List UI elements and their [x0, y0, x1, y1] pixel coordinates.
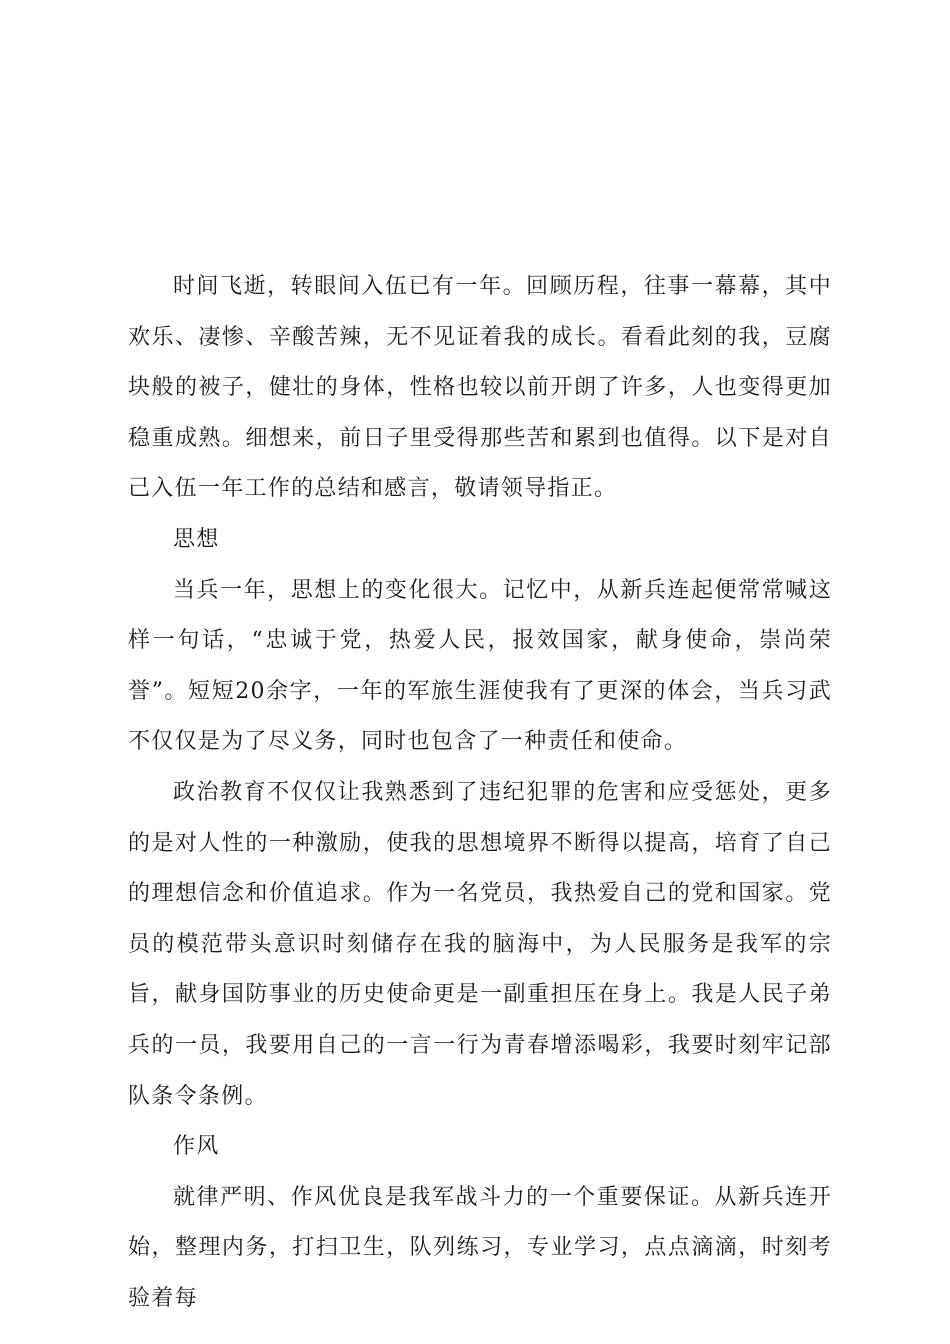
section-heading-style: 作风: [173, 1134, 220, 1160]
document-body: [128, 262, 832, 1324]
section-heading-thought: 思想: [173, 526, 220, 552]
paragraph-thought-2: 政治教育不仅仅让我熟悉到了违纪犯罪的危害和应受惩处，更多的是对人性的一种激励，使我的思想境界不断得以提高，培育了自己的理想信念和价值追求。作为一名党员，我热爱自己的党和国家。党员的模范带头意识时刻储存在我的脑海中，为人民服务是我军的宗旨，献身国防事业的历史使命更是一副重担压在身上。我是人民子弟兵的一员，我要用自己的一言一行为青春增添喝彩，我要时刻牢记部队条令条例。: [128, 779, 832, 1109]
paragraph-style-1: 就律严明、作风优良是我军战斗力的一个重要保证。从新兵连开始，整理内务，打扫卫生，队列练习，专业学习，点点滴滴，时刻考验着每: [128, 1184, 832, 1311]
paragraph-intro: 时间飞逝，转眼间入伍已有一年。回顾历程，往事一幕幕，其中欢乐、凄惨、辛酸苦辣，无不见证着我的成长。看看此刻的我，豆腐块般的被子，健壮的身体，性格也较以前开朗了许多，人也变得更加稳重成熟。细想来，前日子里受得那些苦和累到也值得。以下是对自己入伍一年工作的总结和感言，敬请领导指正。: [128, 274, 832, 502]
paragraph-thought-1: 当兵一年，思想上的变化很大。记忆中，从新兵连起便常常喊这样一句话，“忠诚于党，热爱人民，报效国家，献身使命，崇尚荣誉”。短短20余字，一年的军旅生涯使我有了更深的体会，当兵习武不仅仅是为了尽义务，同时也包含了一种责任和使命。: [128, 577, 832, 755]
